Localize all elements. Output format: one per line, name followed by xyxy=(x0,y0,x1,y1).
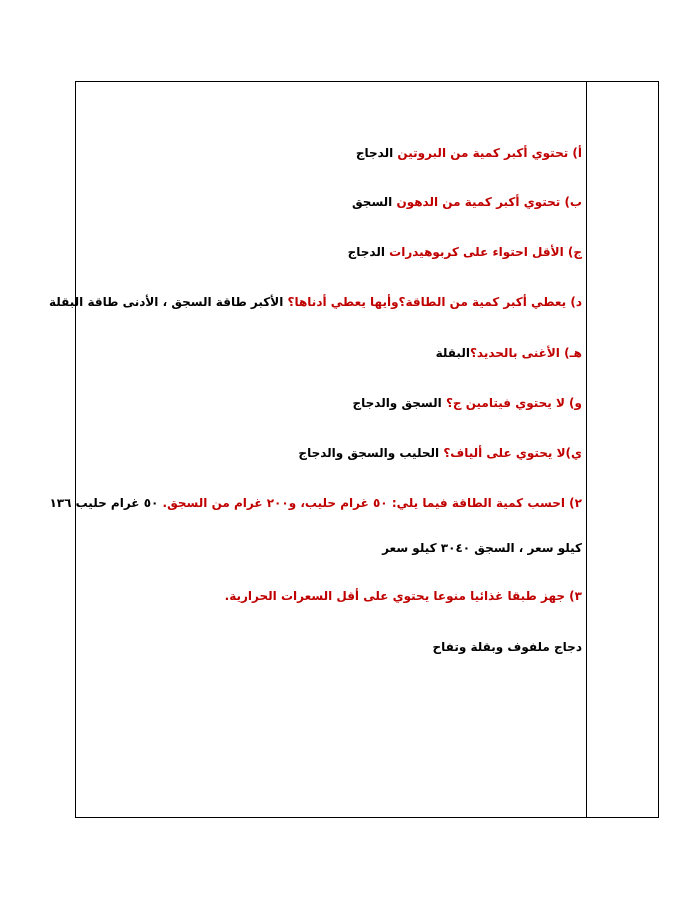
question-2-continued xyxy=(82,540,582,556)
item-b-answer: السجق xyxy=(351,195,393,209)
item-d-answer: الأكبر طاقة السجق ، الأدنى طاقة البقلة xyxy=(48,295,284,309)
item-f xyxy=(82,395,582,411)
item-c xyxy=(82,244,582,260)
question-2-text: ٢) احسب كمية الطاقة فيما يلي: ٥٠ غرام حليب، و٢٠٠ غرام من السجق. xyxy=(162,496,582,510)
item-b-question: ب) تحتوي أكبر كمية من الدهون xyxy=(396,195,582,209)
question-3 xyxy=(82,588,582,604)
item-c-answer: الدجاج xyxy=(347,245,385,259)
question-3-answer-row xyxy=(82,639,582,655)
side-column xyxy=(586,82,658,817)
item-a-answer: الدجاج xyxy=(355,146,394,160)
item-d xyxy=(48,294,582,310)
item-a-question: أ) تحتوي أكبر كمية من البروتين xyxy=(397,146,582,160)
item-a xyxy=(82,145,582,161)
item-g xyxy=(82,445,582,461)
item-b xyxy=(82,194,582,210)
worksheet-table xyxy=(48,81,659,818)
item-g-answer: الحليب والسجق والدجاج xyxy=(298,446,440,460)
question-2-answer-line2: كيلو سعر ، السجق ٣٠٤٠ كيلو سعر xyxy=(382,541,582,555)
item-c-question: ج) الأقل احتواء على كربوهيدرات xyxy=(389,245,582,259)
item-g-question: ي)لا يحتوي على ألياف؟ xyxy=(443,446,582,460)
item-e xyxy=(82,345,582,361)
question-3-text: ٣) جهز طبقا غذائيا منوعا يحتوي على أقل السعرات الحرارية. xyxy=(224,589,582,603)
item-e-question: هـ) الأغنى بالحديد؟ xyxy=(469,346,582,360)
question-2-answer-line1: ٥٠ غرام حليب ١٣٦ xyxy=(49,496,159,510)
item-f-question: و) لا يحتوي فيتامين ج؟ xyxy=(445,396,582,410)
answer-cell xyxy=(48,82,586,817)
question-3-answer: دجاج ملفوف وبقلة وتفاح xyxy=(432,640,582,654)
item-f-answer: السجق والدجاج xyxy=(352,396,442,410)
question-2 xyxy=(49,495,582,511)
item-e-answer: البقلة xyxy=(435,346,470,360)
item-d-question: د) يعطي أكبر كمية من الطاقة؟وأيها يعطي أدناها؟ xyxy=(287,295,582,309)
